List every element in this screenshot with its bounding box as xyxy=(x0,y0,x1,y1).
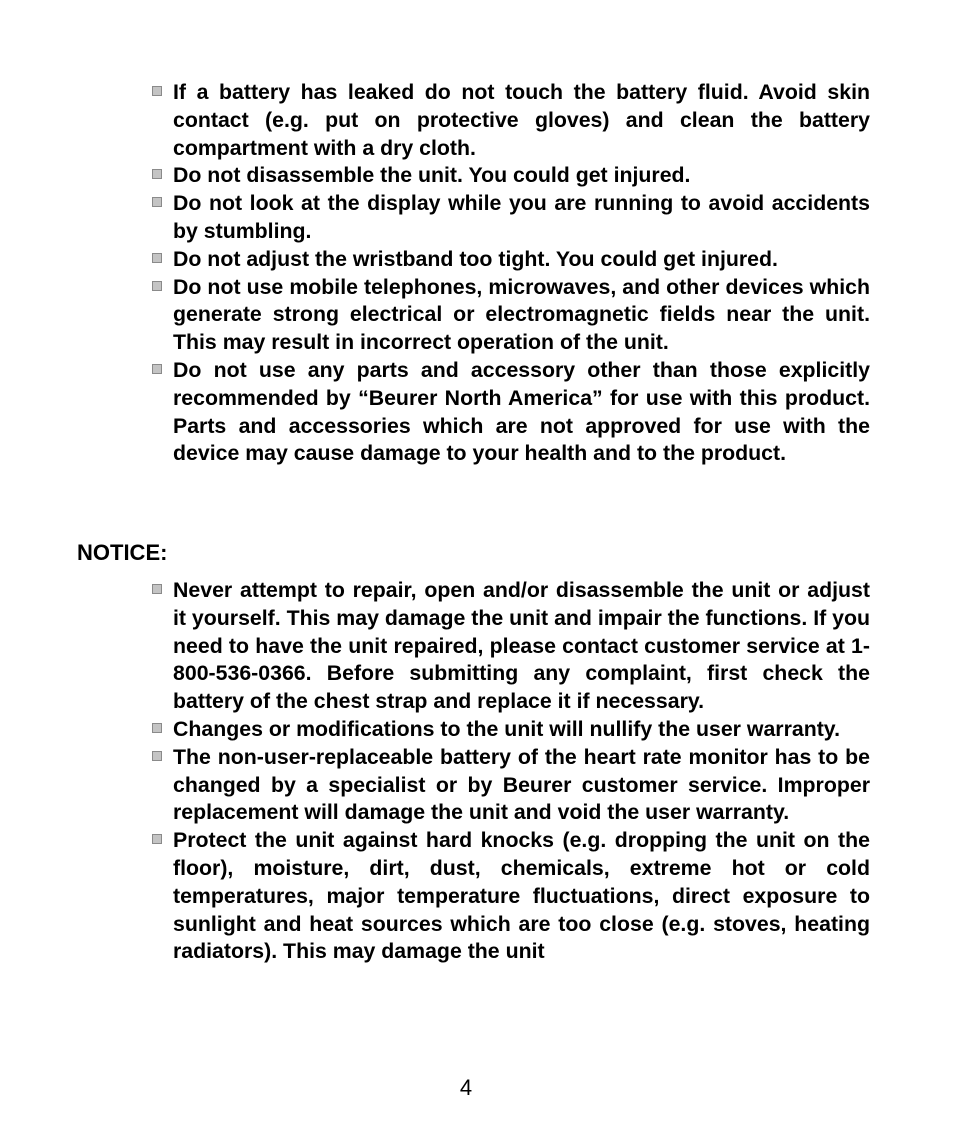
square-bullet-icon xyxy=(152,197,162,207)
list-item xyxy=(150,744,870,827)
list-item-text: Do not adjust the wristband too tight. You could get injured. xyxy=(173,246,778,271)
page-number: 4 xyxy=(459,1075,473,1100)
list-item xyxy=(150,246,870,274)
list-item xyxy=(150,716,870,744)
list-item-text: Do not look at the display while you are running to avoid accidents by stumbling. xyxy=(173,191,870,243)
square-bullet-icon xyxy=(152,364,162,374)
square-bullet-icon xyxy=(152,169,162,179)
list-item-text: The non-user-replaceable battery of the heart rate monitor has to be changed by a specialist or by Beurer customer service. Improper replacement will damage the unit and void the user warranty. xyxy=(173,744,870,825)
list-item xyxy=(150,357,870,468)
list-item xyxy=(150,190,870,246)
square-bullet-icon xyxy=(152,723,162,733)
notice-list xyxy=(150,577,870,966)
square-bullet-icon xyxy=(152,584,162,594)
list-item-text: Do not disassemble the unit. You could get injured. xyxy=(173,163,691,188)
list-item-text: Never attempt to repair, open and/or disassemble the unit or adjust it yourself. This may damage the unit and impair the functions. If you need to have the unit repaired, please contact customer service at 1-800-536-0366. Before submitting any complaint, first check the battery of the chest strap and replace it if necessary. xyxy=(173,578,870,714)
square-bullet-icon xyxy=(152,751,162,761)
list-item-text: Do not use mobile telephones, microwaves, and other devices which generate strong electrical or electromagnetic fields near the unit. This may result in incorrect operation of the unit. xyxy=(173,274,870,355)
list-item-text: If a battery has leaked do not touch the battery fluid. Avoid skin contact (e.g. put on protective gloves) and clean the battery compartment with a dry cloth. xyxy=(173,80,870,160)
square-bullet-icon xyxy=(152,281,162,291)
square-bullet-icon xyxy=(152,253,162,263)
square-bullet-icon xyxy=(152,834,162,844)
notice-heading: NOTICE: xyxy=(77,540,168,565)
list-item-text: Changes or modifications to the unit will nullify the user warranty. xyxy=(173,716,840,741)
list-item xyxy=(150,827,870,966)
square-bullet-icon xyxy=(152,86,162,96)
list-item xyxy=(150,162,870,190)
list-item xyxy=(150,274,870,357)
list-item-text: Do not use any parts and accessory other than those explicitly recommended by “Beurer North America” for use with this product. Parts and accessories which are not approved for use with the device may cause damage to your health and to the product. xyxy=(173,357,870,466)
list-item xyxy=(150,79,870,162)
list-item-text: Protect the unit against hard knocks (e.g. dropping the unit on the floor), moisture, dirt, dust, chemicals, extreme hot or cold temperatures, major temperature fluctuations, direct exposure to sunlight and heat sources which are too close (e.g. stoves, heating radiators). This may damage the unit xyxy=(173,828,870,964)
warning-list xyxy=(150,79,870,468)
list-item xyxy=(150,577,870,716)
